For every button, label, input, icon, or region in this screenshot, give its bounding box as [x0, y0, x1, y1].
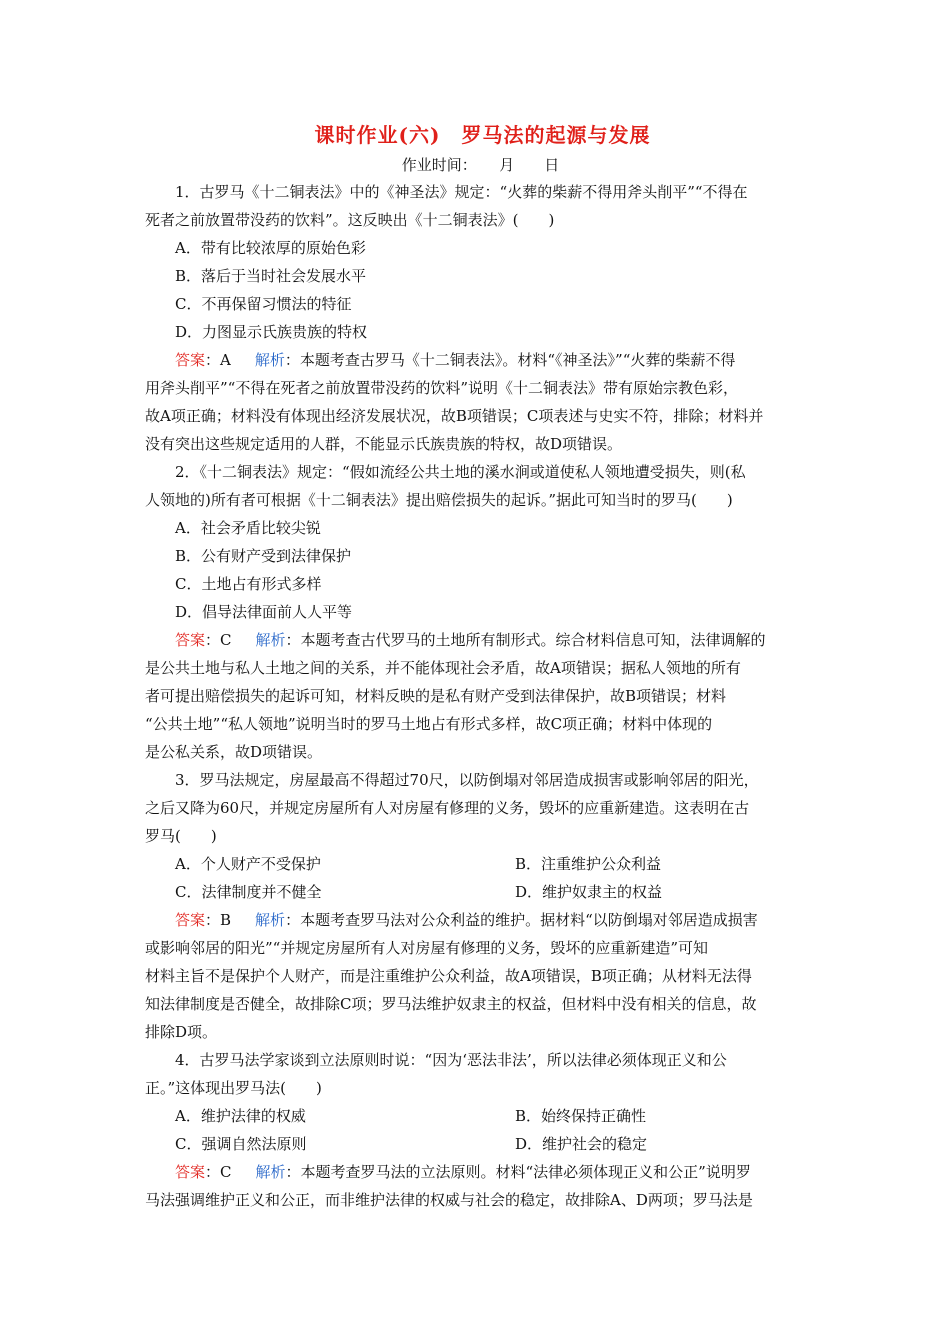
analysis-text: “公共土地”“私人领地”说明当时的罗马土地占有形式多样，故C项正确；材料中体现的 [145, 715, 713, 733]
option-b: B．公有财产受到法律保护 [175, 547, 352, 565]
analysis-text: 没有突出这些规定适用的人群，不能显示氏族贵族的特权，故D项错误。 [145, 435, 623, 453]
option-c: C．不再保留习惯法的特征 [175, 295, 352, 313]
option-a: A．带有比较浓厚的原始色彩 [175, 239, 366, 257]
option-c: C．法律制度并不健全 [175, 883, 322, 901]
answer-value: ：C [205, 631, 232, 649]
question-text: 2．《十二铜表法》规定：“假如流经公共土地的溪水涧或道使私人领地遭受损失，则(私 [175, 463, 746, 481]
analysis-text: ：本题考查罗马法对公众利益的维护。据材料“以防倒塌对邻居造成损害 [285, 911, 758, 929]
answer-line [145, 906, 810, 934]
analysis-text: 是公共土地与私人土地之间的关系，并不能体现社会矛盾，故A项错误；据私人领地的所有 [145, 659, 741, 677]
analysis-label: 解析 [255, 1163, 286, 1181]
analysis-text: 或影响邻居的阳光”“并规定房屋所有人对房屋有修理的义务，毁坏的应重新建造”可知 [145, 939, 709, 957]
analysis-text: 是公私关系，故D项错误。 [145, 743, 323, 761]
answer-label: 答案 [175, 631, 206, 649]
question-3 [145, 766, 810, 1046]
analysis-text: ：本题考查古代罗马的土地所有制形式。综合材料信息可知，法律调解的 [285, 631, 766, 649]
answer-value: ：B [205, 911, 232, 929]
option-b: B．落后于当时社会发展水平 [175, 267, 367, 285]
answer-line [145, 1158, 810, 1186]
question-text: 之后又降为60尺，并规定房屋所有人对房屋有修理的义务，毁坏的应重新建造。这表明在古 [145, 799, 750, 817]
question-text: 3．罗马法规定，房屋最高不得超过70尺，以防倒塌对邻居造成损害或影响邻居的阳光， [175, 771, 759, 789]
analysis-text: 用斧头削平”“不得在死者之前放置带没药的饮料”说明《十二铜表法》带有原始宗教色彩， [145, 379, 739, 397]
question-text: 人领地的)所有者可根据《十二铜表法》提出赔偿损失的起诉。”据此可知当时的罗马( ) [145, 491, 733, 509]
option-b: B．注重维护公众利益 [515, 855, 662, 873]
answer-line [145, 626, 810, 654]
question-text: 罗马( ) [145, 827, 217, 845]
question-text: 1．古罗马《十二铜表法》中的《神圣法》规定：“火葬的柴薪不得用斧头削平”“不得在 [175, 183, 748, 201]
option-d: D．维护奴隶主的权益 [515, 883, 663, 901]
question-4 [145, 1046, 810, 1214]
option-a: A．个人财产不受保护 [175, 855, 321, 873]
analysis-label: 解析 [255, 911, 286, 929]
question-text: 4．古罗马法学家谈到立法原则时说：“因为‘恶法非法’，所以法律必须体现正义和公 [175, 1051, 727, 1069]
analysis-text: 排除D项。 [145, 1023, 218, 1041]
option-c: C．土地占有形式多样 [175, 575, 322, 593]
option-d: D．维护社会的稳定 [515, 1135, 648, 1153]
option-d: D．倡导法律面前人人平等 [175, 603, 353, 621]
analysis-text: 故A项正确；材料没有体现出经济发展状况，故B项错误；C项表述与史实不符，排除；材料并 [145, 407, 764, 425]
question-text: 死者之前放置带没药的饮料”。这反映出《十二铜表法》( ) [145, 211, 555, 229]
answer-label: 答案 [175, 911, 206, 929]
answer-label: 答案 [175, 351, 206, 369]
question-1 [145, 178, 810, 458]
option-a: A．维护法律的权威 [175, 1107, 306, 1125]
analysis-text: 马法强调维护正义和公正，而非维护法律的权威与社会的稳定，故排除A、D两项；罗马法是 [145, 1191, 753, 1209]
analysis-text: ：本题考查古罗马《十二铜表法》。材料“《神圣法》”“火葬的柴薪不得 [284, 351, 736, 369]
answer-line [145, 346, 810, 374]
option-d: D．力图显示氏族贵族的特权 [175, 323, 368, 341]
options-row [145, 1102, 810, 1130]
document-page [145, 118, 810, 1214]
answer-value: ：C [205, 1163, 232, 1181]
question-2 [145, 458, 810, 766]
analysis-text: 材料主旨不是保护个人财产，而是注重维护公众利益，故A项错误，B项正确；从材料无法得 [145, 967, 752, 985]
analysis-label: 解析 [254, 351, 285, 369]
option-b: B．始终保持正确性 [515, 1107, 647, 1125]
analysis-text: ：本题考查罗马法的立法原则。材料“法律必须体现正义和公正”说明罗 [285, 1163, 751, 1181]
options-row [145, 878, 810, 906]
analysis-label: 解析 [255, 631, 286, 649]
homework-date-line: 作业时间： 月 日 [401, 156, 560, 174]
page-title: 课时作业(六) 罗马法的起源与发展 [314, 123, 651, 147]
options-row [145, 850, 810, 878]
question-text: 正。”这体现出罗马法( ) [145, 1079, 322, 1097]
options-row [145, 1130, 810, 1158]
option-a: A．社会矛盾比较尖锐 [175, 519, 321, 537]
analysis-text: 者可提出赔偿损失的起诉可知，材料反映的是私有财产受到法律保护，故B项错误；材料 [145, 687, 727, 705]
answer-value: ：A [205, 351, 231, 369]
answer-label: 答案 [175, 1163, 206, 1181]
analysis-text: 知法律制度是否健全，故排除C项；罗马法维护奴隶主的权益，但材料中没有相关的信息，故 [145, 995, 757, 1013]
option-c: C．强调自然法原则 [175, 1135, 307, 1153]
